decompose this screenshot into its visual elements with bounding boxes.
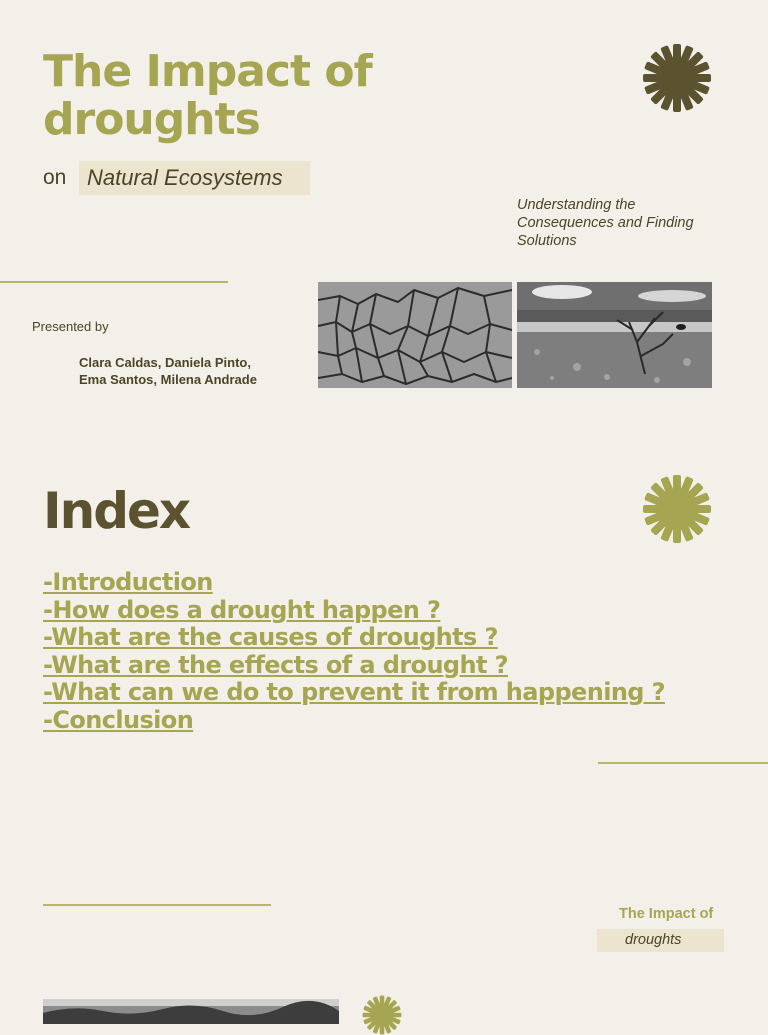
sunburst-icon	[642, 474, 712, 544]
authors-line-2: Ema Santos, Milena Andrade	[79, 372, 257, 387]
footer-title: The Impact of	[619, 906, 714, 922]
index-link-introduction[interactable]: -Introduction	[43, 568, 213, 596]
authors-line-1: Clara Caldas, Daniela Pinto,	[79, 355, 251, 370]
tagline-line-1: Understanding the	[517, 197, 636, 213]
index-item	[43, 624, 665, 652]
index-item	[43, 569, 665, 597]
cracked-soil-photo	[318, 282, 512, 388]
index-link-effects[interactable]: -What are the effects of a drought ?	[43, 650, 508, 679]
index-link-conclusion[interactable]: -Conclusion	[43, 705, 194, 734]
index-link-how-drought-happens[interactable]: -How does a drought happen ?	[43, 595, 441, 624]
page-title	[43, 48, 372, 144]
index-item	[43, 597, 665, 625]
subtitle-highlight: Natural Ecosystems	[79, 161, 310, 195]
title-line-2: droughts	[43, 94, 260, 145]
tagline-line-2: Consequences and Finding	[517, 215, 694, 231]
sunburst-icon	[362, 995, 402, 1035]
tagline	[517, 196, 737, 250]
landscape-photo	[43, 999, 339, 1024]
index-item	[43, 652, 665, 680]
footer-subtitle: droughts	[597, 929, 724, 952]
tagline-line-3: Solutions	[517, 233, 577, 249]
presented-by-label: Presented by	[32, 319, 109, 334]
authors	[79, 354, 257, 388]
index-item	[43, 707, 665, 735]
index-item	[43, 679, 665, 707]
subtitle-prefix: on	[43, 166, 67, 189]
title-line-1: The Impact of	[43, 46, 372, 97]
sunburst-icon	[642, 43, 712, 113]
index-list	[43, 569, 665, 734]
divider-line	[598, 762, 768, 764]
divider-line	[43, 904, 271, 906]
index-link-prevention[interactable]: -What can we do to prevent it from happening ?	[43, 678, 665, 706]
dry-landscape-photo	[517, 282, 712, 388]
divider-line	[0, 281, 228, 283]
index-title: Index	[43, 482, 190, 540]
index-link-causes[interactable]: -What are the causes of droughts ?	[43, 623, 498, 651]
